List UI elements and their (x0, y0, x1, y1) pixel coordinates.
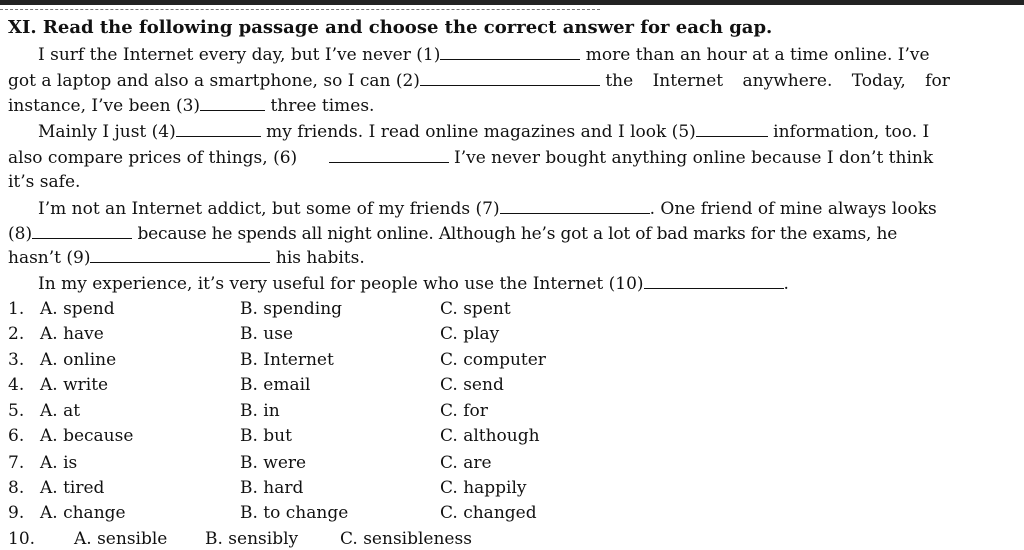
question-number: 8. (8, 478, 25, 498)
option-c[interactable]: C. play (440, 324, 500, 344)
passage-text: because he spends all night online. Although he’s got a lot of bad marks for the exams, he (137, 224, 898, 244)
option-c[interactable]: C. changed (440, 503, 537, 523)
option-a[interactable]: A. tired (40, 478, 105, 498)
question-number: 9. (8, 503, 25, 523)
option-b[interactable]: B. but (240, 426, 292, 446)
option-a[interactable]: A. have (40, 324, 104, 344)
option-b[interactable]: B. email (240, 375, 311, 395)
gap-5 (696, 120, 768, 137)
passage-line-3 (8, 94, 374, 117)
gap-1 (440, 43, 580, 60)
option-c[interactable]: C. send (440, 375, 504, 395)
passage-line-6: it’s safe. (8, 172, 81, 192)
top-border (0, 0, 1024, 5)
option-a[interactable]: A. write (40, 375, 109, 395)
option-a[interactable]: A. is (40, 453, 78, 473)
option-b[interactable]: B. hard (240, 478, 304, 498)
passage-text: got a laptop and also a smartphone, so I can (2) (8, 71, 420, 91)
gap-8 (32, 222, 132, 239)
option-b[interactable]: B. spending (240, 299, 343, 319)
passage-line-7 (38, 197, 937, 220)
passage-text: (8) (8, 224, 33, 244)
option-c[interactable]: C. computer (440, 350, 546, 370)
passage-text: hasn’t (9) (8, 248, 91, 268)
passage-line-4 (38, 120, 929, 143)
passage-text: information, too. I (773, 122, 930, 142)
passage-line-2 (8, 69, 950, 92)
passage-line-8 (8, 222, 897, 245)
passage-line-5 (8, 146, 933, 169)
option-b[interactable]: B. were (240, 453, 307, 473)
option-b[interactable]: B. Internet (240, 350, 334, 370)
passage-text: I’m not an Internet addict, but some of my friends (7) (38, 199, 500, 219)
gap-7 (500, 197, 650, 214)
gap-10 (644, 272, 784, 289)
gap-9 (90, 246, 270, 263)
question-number: 10. (8, 529, 36, 549)
passage-text: . One friend of mine always looks (649, 199, 937, 219)
option-c[interactable]: C. spent (440, 299, 511, 319)
question-number: 2. (8, 324, 25, 344)
question-number: 4. (8, 375, 25, 395)
option-b[interactable]: B. to change (240, 503, 349, 523)
passage-text: Mainly I just (4) (38, 122, 176, 142)
gap-6 (329, 146, 449, 163)
option-a[interactable]: A. at (40, 401, 81, 421)
option-a[interactable]: A. spend (40, 299, 115, 319)
question-number: 1. (8, 299, 25, 319)
passage-line-1 (38, 43, 930, 66)
passage-text: three times. (270, 96, 375, 116)
option-b[interactable]: B. sensibly (205, 529, 299, 549)
passage-text: I’ve never bought anything online because I don’t think (453, 148, 934, 168)
question-number: 6. (8, 426, 25, 446)
passage-text: his habits. (275, 248, 365, 268)
passage-text: instance, I’ve been (3) (8, 96, 201, 116)
option-c[interactable]: C. although (440, 426, 540, 446)
gap-4 (176, 120, 261, 137)
option-b[interactable]: B. in (240, 401, 280, 421)
gap-3 (200, 94, 265, 111)
option-a[interactable]: A. change (40, 503, 126, 523)
option-a[interactable]: A. online (40, 350, 117, 370)
passage-text: the Internet anywhere. Today, for (605, 71, 950, 91)
passage-line-10 (38, 272, 789, 295)
passage-text: . (783, 274, 789, 294)
question-number: 3. (8, 350, 25, 370)
exercise-heading: XI. Read the following passage and choose the correct answer for each gap. (8, 17, 773, 38)
passage-text: also compare prices of things, (6) (8, 148, 298, 168)
option-c[interactable]: C. sensibleness (340, 529, 472, 549)
option-c[interactable]: C. are (440, 453, 492, 473)
option-a[interactable]: A. sensible (74, 529, 168, 549)
question-number: 5. (8, 401, 25, 421)
gap-2 (420, 69, 600, 86)
option-a[interactable]: A. because (40, 426, 134, 446)
option-c[interactable]: C. happily (440, 478, 527, 498)
option-c[interactable]: C. for (440, 401, 488, 421)
option-b[interactable]: B. use (240, 324, 294, 344)
passage-text: more than an hour at a time online. I’ve (585, 45, 930, 65)
passage-text: I surf the Internet every day, but I’ve never (1) (38, 45, 441, 65)
passage-text: my friends. I read online magazines and I look (5) (266, 122, 696, 142)
passage-line-9 (8, 246, 365, 269)
dotted-rule (0, 9, 600, 10)
question-number: 7. (8, 453, 25, 473)
passage-text: In my experience, it’s very useful for people who use the Internet (10) (38, 274, 644, 294)
